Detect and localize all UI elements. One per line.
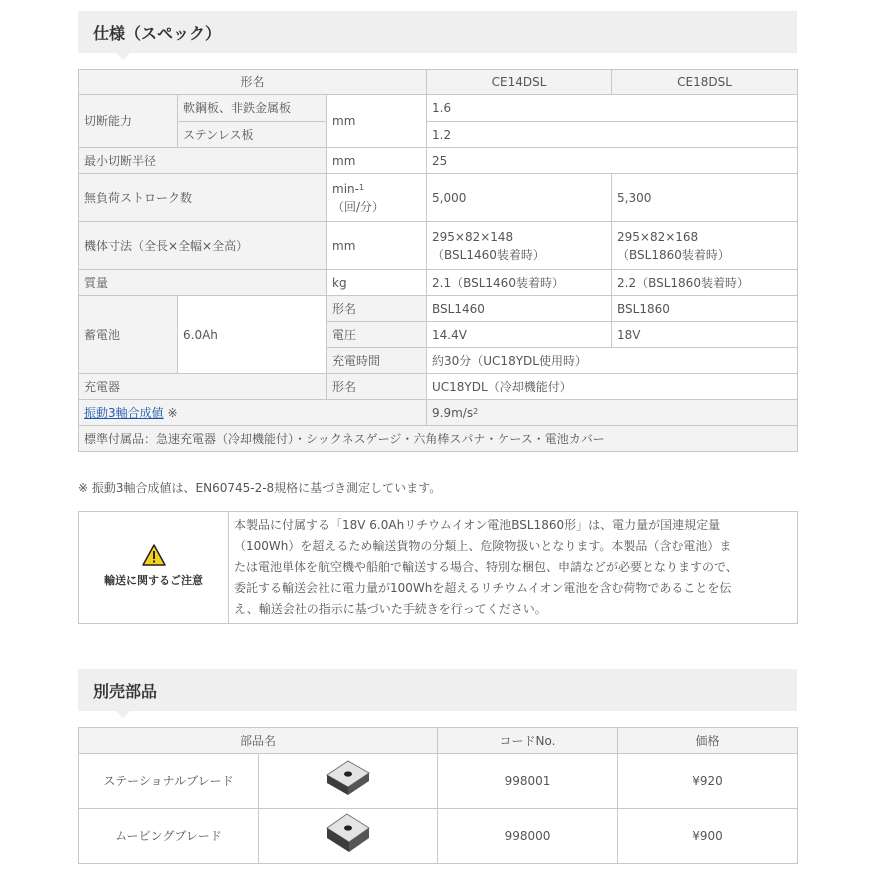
spec-section-heading xyxy=(78,11,797,53)
warning-line-3: たは電池単体を航空機や船舶で輸送する場合、特別な梱包、申請などが必要となりますので、 xyxy=(234,560,738,574)
part-code: 998000 xyxy=(438,809,618,864)
parts-heading-text: 別売部品 xyxy=(93,682,158,701)
vibration-mark: ※ xyxy=(163,405,178,420)
stroke-unit xyxy=(327,174,427,222)
charger-value: UC18YDL（冷却機能付） xyxy=(427,374,798,400)
stroke-unit-main: min- xyxy=(332,181,359,196)
parts-section-heading xyxy=(78,669,797,711)
spec-row-radius xyxy=(79,148,798,174)
spec-row-mass xyxy=(79,270,798,296)
warning-line-4: 委託する輸送会社に電力量が100Whを超えるリチウムイオン電池を含む荷物であることを伝 xyxy=(234,581,732,595)
vibration-value xyxy=(427,400,798,426)
dimensions-value-2 xyxy=(612,222,798,270)
dimensions-value-2-line2: （BSL1860装着時） xyxy=(617,247,730,262)
spec-row-battery-model xyxy=(79,296,798,322)
part-name: ステーショナルブレード xyxy=(79,754,259,809)
header-name: 形名 xyxy=(79,70,427,95)
battery-model-label: 形名 xyxy=(327,296,427,322)
part-name: ムービングブレード xyxy=(79,809,259,864)
cutting-value-1: 1.6 xyxy=(427,95,798,122)
heading-notch xyxy=(116,53,130,60)
warning-line-1: 本製品に付属する「18V 6.0Ahリチウムイオン電池BSL1860形」は、電力量が国連規定量 xyxy=(234,518,721,532)
accessories-text: 標準付属品：急速充電器（冷却機能付）・シックネスゲージ・六角棒スパナ・ケース・電池カバー xyxy=(79,426,798,452)
battery-model-1: BSL1460 xyxy=(427,296,612,322)
spec-row-vibration xyxy=(79,400,798,426)
vibration-value-main: 9.9m/s xyxy=(432,405,474,420)
warning-line-5: え、輸送会社の指示に基づいた手続きを行ってください。 xyxy=(234,602,547,616)
dimensions-value-1 xyxy=(427,222,612,270)
dimensions-value-2-line1: 295×82×168 xyxy=(617,229,699,244)
spec-row-stroke xyxy=(79,174,798,222)
battery-voltage-2: 18V xyxy=(612,322,798,348)
warning-line-2: （100Wh）を超えるため輸送貨物の分類上、危険物扱いとなります。本製品（含む電池）ま xyxy=(234,539,732,553)
stroke-label: 無負荷ストローク数 xyxy=(79,174,327,222)
cutting-value-2: 1.2 xyxy=(427,122,798,148)
part-price: ¥900 xyxy=(618,809,798,864)
mass-unit: kg xyxy=(327,270,427,296)
mass-value-2: 2.2（BSL1860装着時） xyxy=(612,270,798,296)
parts-header-row xyxy=(79,728,798,754)
part-image xyxy=(259,754,438,809)
stroke-value-2: 5,300 xyxy=(612,174,798,222)
cutting-label: 切断能力 xyxy=(79,95,178,148)
part-price: ¥920 xyxy=(618,754,798,809)
vibration-link[interactable]: 振動3軸合成値 xyxy=(84,405,164,420)
cutting-unit: mm xyxy=(327,95,427,148)
radius-value: 25 xyxy=(427,148,798,174)
battery-capacity: 6.0Ah xyxy=(178,296,327,374)
cutting-material-2: ステンレス板 xyxy=(178,122,327,148)
radius-label: 最小切断半径 xyxy=(79,148,327,174)
stroke-unit-sub: （回/分） xyxy=(332,199,385,214)
spec-row-dimensions xyxy=(79,222,798,270)
battery-voltage-label: 電圧 xyxy=(327,322,427,348)
heading-notch xyxy=(116,711,130,718)
parts-header-price: 価格 xyxy=(618,728,798,754)
warning-label-cell xyxy=(79,512,229,624)
transport-warning-table xyxy=(78,511,798,624)
mass-label: 質量 xyxy=(79,270,327,296)
dimensions-value-1-line1: 295×82×148 xyxy=(432,229,514,244)
parts-row xyxy=(79,809,798,864)
battery-charge-value: 約30分（UC18YDL使用時） xyxy=(427,348,798,374)
radius-unit: mm xyxy=(327,148,427,174)
parts-header-code: コードNo. xyxy=(438,728,618,754)
vibration-footnote: ※ 振動3軸合成値は、EN60745-2-8規格に基づき測定しています。 xyxy=(78,481,442,495)
battery-model-2: BSL1860 xyxy=(612,296,798,322)
parts-row xyxy=(79,754,798,809)
stroke-value-1: 5,000 xyxy=(427,174,612,222)
warning-label: 輸送に関するご注意 xyxy=(104,574,203,587)
spec-row-cutting-2 xyxy=(79,122,798,148)
warning-text xyxy=(229,512,798,624)
stroke-unit-sup: 1 xyxy=(358,182,365,192)
part-image xyxy=(259,809,438,864)
mass-value-1: 2.1（BSL1460装着時） xyxy=(427,270,612,296)
spec-header-row xyxy=(79,70,798,95)
dimensions-unit: mm xyxy=(327,222,427,270)
charger-model-label: 形名 xyxy=(327,374,427,400)
dimensions-value-1-line2: （BSL1460装着時） xyxy=(432,247,545,262)
spec-row-cutting-1 xyxy=(79,95,798,122)
parts-table xyxy=(78,727,798,864)
battery-charge-label: 充電時間 xyxy=(327,348,427,374)
vibration-value-sup: 2 xyxy=(473,406,479,416)
vibration-label-cell xyxy=(79,400,427,426)
blade-image xyxy=(323,811,373,857)
spec-table xyxy=(78,69,798,452)
header-model-ce14dsl: CE14DSL xyxy=(427,70,612,95)
cutting-material-1: 軟鋼板、非鉄金属板 xyxy=(178,95,327,122)
spec-heading-text: 仕様（スペック） xyxy=(93,24,222,43)
part-code: 998001 xyxy=(438,754,618,809)
spec-row-charger xyxy=(79,374,798,400)
battery-voltage-1: 14.4V xyxy=(427,322,612,348)
parts-header-name: 部品名 xyxy=(79,728,438,754)
header-model-ce18dsl: CE18DSL xyxy=(612,70,798,95)
spec-row-accessories xyxy=(79,426,798,452)
warning-row xyxy=(79,512,798,624)
charger-label: 充電器 xyxy=(79,374,327,400)
battery-label: 蓄電池 xyxy=(79,296,178,374)
blade-image xyxy=(323,757,373,801)
dimensions-label: 機体寸法（全長×全幅×全高） xyxy=(79,222,327,270)
warning-icon xyxy=(142,544,166,566)
